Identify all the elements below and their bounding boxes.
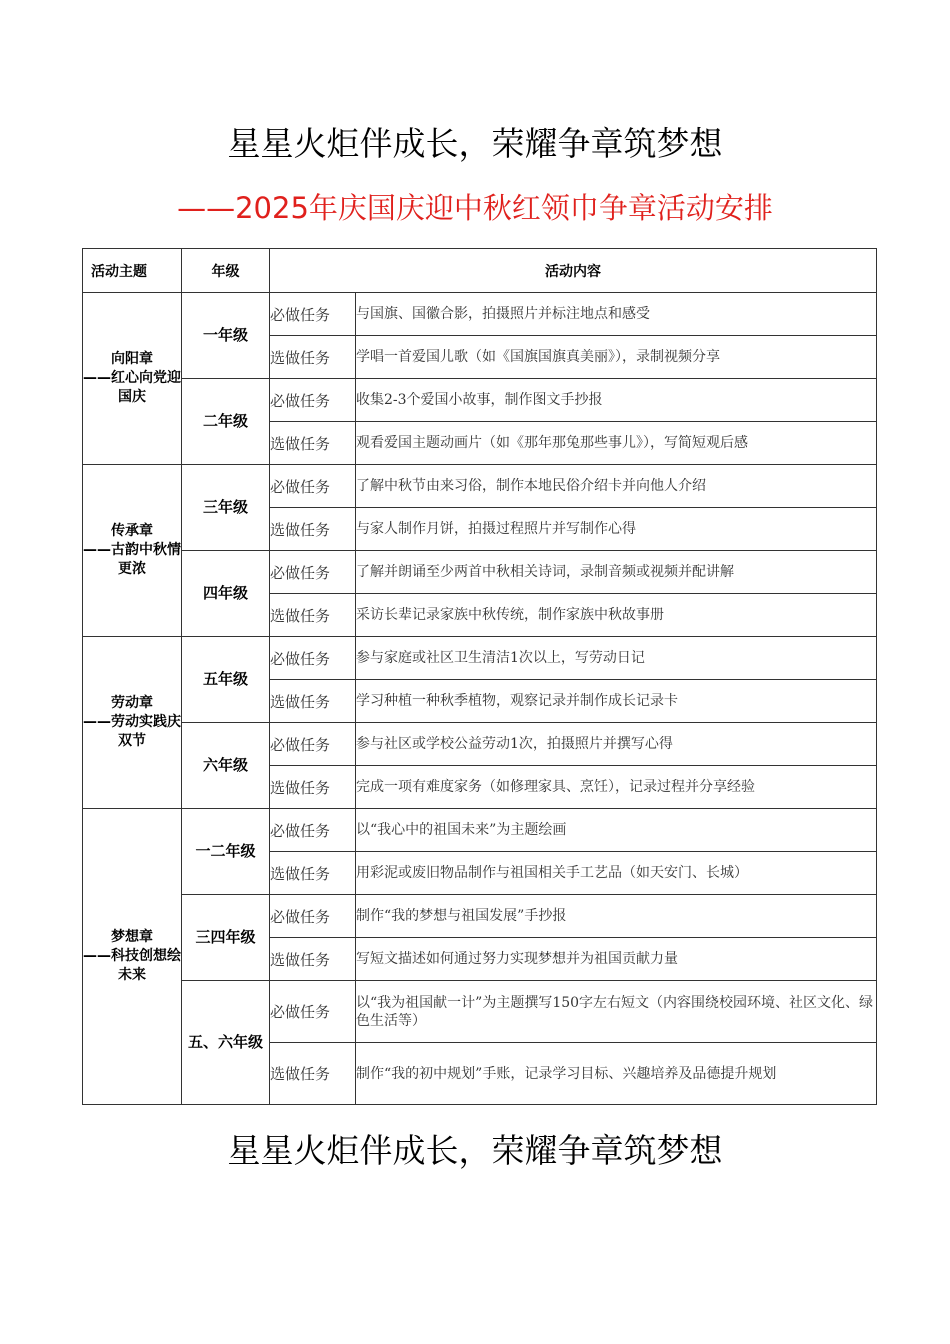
task-description: 写短文描述如何通过努力实现梦想并为祖国贡献力量 [356, 938, 877, 981]
table-row [83, 379, 877, 422]
task-description: 制作“我的梦想与祖国发展”手抄报 [356, 895, 877, 938]
table-row [83, 637, 877, 680]
theme-subtitle: ——红心向党迎国庆 [83, 370, 181, 405]
theme-subtitle: ——古韵中秋情更浓 [83, 542, 181, 577]
theme-cell [83, 293, 182, 465]
task-description: 了解并朗诵至少两首中秋相关诗词，录制音频或视频并配讲解 [356, 551, 877, 594]
table-row [83, 895, 877, 938]
table-row [83, 293, 877, 336]
optional-task-label: 选做任务 [270, 422, 356, 465]
optional-task-label: 选做任务 [270, 852, 356, 895]
table-row [83, 723, 877, 766]
required-task-label: 必做任务 [270, 981, 356, 1043]
theme-name: 传承章 [111, 523, 153, 539]
header-theme: 活动主题 [83, 249, 182, 293]
required-task-label: 必做任务 [270, 723, 356, 766]
task-description: 观看爱国主题动画片（如《那年那兔那些事儿》），写简短观后感 [356, 422, 877, 465]
task-description: 了解中秋节由来习俗，制作本地民俗介绍卡并向他人介绍 [356, 465, 877, 508]
theme-name: 向阳章 [111, 351, 153, 367]
page-title: 星星火炬伴成长，荣耀争章筑梦想 [227, 124, 723, 163]
optional-task-label: 选做任务 [270, 680, 356, 723]
table-row [83, 981, 877, 1043]
theme-name: 劳动章 [111, 695, 153, 711]
optional-task-label: 选做任务 [270, 594, 356, 637]
footer-title: 星星火炬伴成长，荣耀争章筑梦想 [227, 1131, 723, 1170]
grade-cell: 一年级 [182, 293, 270, 379]
theme-name: 梦想章 [111, 929, 153, 945]
optional-task-label: 选做任务 [270, 938, 356, 981]
required-task-label: 必做任务 [270, 293, 356, 336]
theme-subtitle: ——科技创想绘未来 [83, 948, 181, 983]
optional-task-label: 选做任务 [270, 766, 356, 809]
table-row [83, 809, 877, 852]
grade-cell: 二年级 [182, 379, 270, 465]
optional-task-label: 选做任务 [270, 508, 356, 551]
header-content: 活动内容 [270, 249, 877, 293]
theme-cell [83, 637, 182, 809]
task-description: 学唱一首爱国儿歌（如《国旗国旗真美丽》），录制视频分享 [356, 336, 877, 379]
required-task-label: 必做任务 [270, 551, 356, 594]
task-description: 以“我为祖国献一计”为主题撰写150字左右短文（内容围绕校园环境、社区文化、绿色生活等） [356, 981, 877, 1043]
task-description: 制作“我的初中规划”手账，记录学习目标、兴趣培养及品德提升规划 [356, 1043, 877, 1105]
task-description: 参与家庭或社区卫生清洁1次以上，写劳动日记 [356, 637, 877, 680]
grade-cell: 三四年级 [182, 895, 270, 981]
theme-cell [83, 465, 182, 637]
required-task-label: 必做任务 [270, 895, 356, 938]
task-description: 用彩泥或废旧物品制作与祖国相关手工艺品（如天安门、长城） [356, 852, 877, 895]
grade-cell: 一二年级 [182, 809, 270, 895]
task-description: 学习种植一种秋季植物，观察记录并制作成长记录卡 [356, 680, 877, 723]
task-description: 参与社区或学校公益劳动1次，拍摄照片并撰写心得 [356, 723, 877, 766]
task-description: 完成一项有难度家务（如修理家具、烹饪），记录过程并分享经验 [356, 766, 877, 809]
task-description: 收集2-3个爱国小故事，制作图文手抄报 [356, 379, 877, 422]
grade-cell: 五年级 [182, 637, 270, 723]
grade-cell: 六年级 [182, 723, 270, 809]
required-task-label: 必做任务 [270, 637, 356, 680]
grade-cell: 三年级 [182, 465, 270, 551]
required-task-label: 必做任务 [270, 465, 356, 508]
page-subtitle: ——2025年庆国庆迎中秋红领巾争章活动安排 [177, 191, 773, 225]
header-grade: 年级 [182, 249, 270, 293]
task-description: 与家人制作月饼，拍摄过程照片并写制作心得 [356, 508, 877, 551]
task-description: 以“我心中的祖国未来”为主题绘画 [356, 809, 877, 852]
required-task-label: 必做任务 [270, 379, 356, 422]
task-description: 采访长辈记录家族中秋传统，制作家族中秋故事册 [356, 594, 877, 637]
theme-subtitle: ——劳动实践庆双节 [83, 714, 181, 749]
table-row [83, 551, 877, 594]
table-header-row [83, 249, 877, 293]
table-row [83, 465, 877, 508]
theme-cell [83, 809, 182, 1105]
task-description: 与国旗、国徽合影，拍摄照片并标注地点和感受 [356, 293, 877, 336]
optional-task-label: 选做任务 [270, 1043, 356, 1105]
activity-table [82, 248, 877, 1105]
required-task-label: 必做任务 [270, 809, 356, 852]
grade-cell: 五、六年级 [182, 981, 270, 1105]
optional-task-label: 选做任务 [270, 336, 356, 379]
grade-cell: 四年级 [182, 551, 270, 637]
